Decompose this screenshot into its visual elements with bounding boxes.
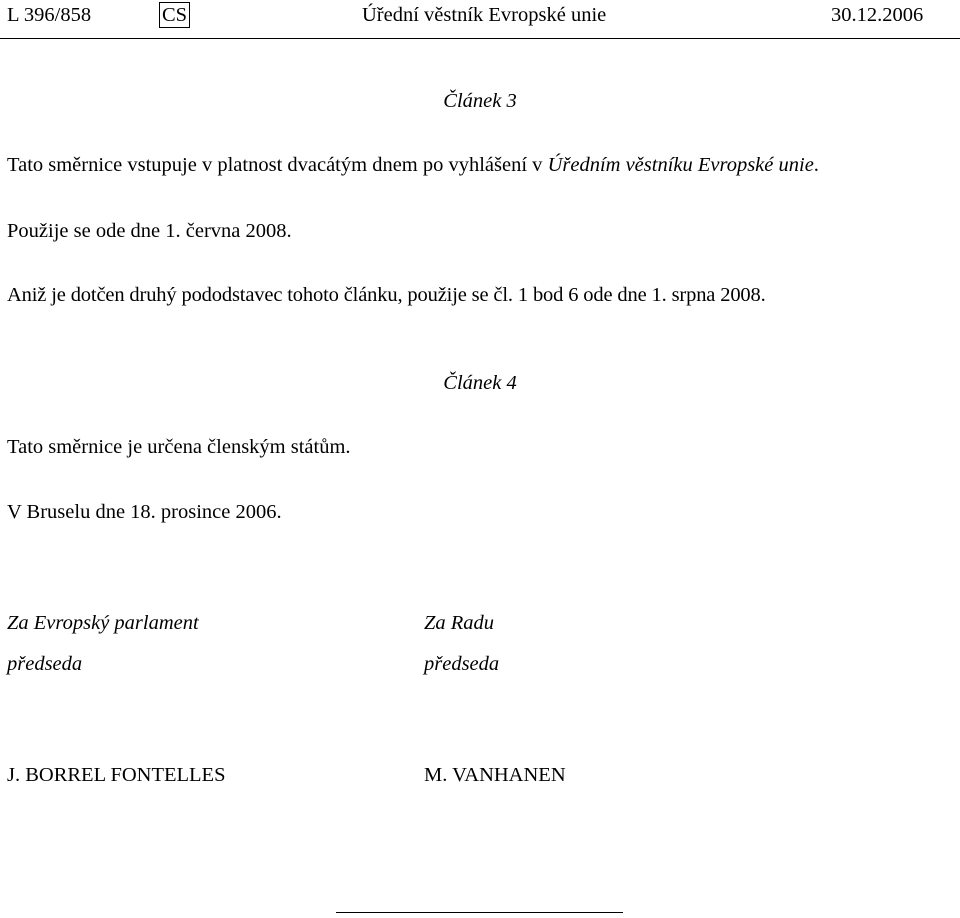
signature-role-parliament: předseda [7, 653, 83, 675]
exception-paragraph: Aniž je dotčen druhý pododstavec tohoto článku, použije se čl. 1 bod 6 ode dne 1. srpna 2008. [7, 284, 766, 306]
entry-into-force-paragraph [7, 155, 819, 176]
page-header [0, 0, 960, 40]
header-divider [0, 38, 960, 39]
application-date-paragraph: Použije se ode dne 1. června 2008. [7, 220, 292, 242]
signature-role-council: předseda [424, 653, 500, 675]
article-4-heading: Článek 4 [443, 372, 517, 394]
done-at-paragraph: V Bruselu dne 18. prosince 2006. [7, 501, 282, 523]
signature-institution-council: Za Radu [424, 612, 495, 634]
addressees-paragraph: Tato směrnice je určena členským státům. [7, 436, 351, 458]
article-3-heading: Článek 3 [443, 90, 517, 112]
publication-date: 30.12.2006 [831, 4, 924, 26]
signatory-name-parliament: J. BORREL FONTELLES [7, 764, 226, 786]
journal-title: Úřední věstník Evropské unie [362, 4, 607, 26]
signature-institution-parliament: Za Evropský parlament [7, 612, 199, 634]
entry-into-force-end: . [813, 154, 819, 176]
entry-into-force-text: Tato směrnice vstupuje v platnost dvacátým dnem po vyhlášení v [7, 154, 548, 176]
journal-reference: Úředním věstníku Evropské unie [547, 154, 814, 176]
signatory-name-council: M. VANHANEN [424, 764, 566, 786]
language-badge: CS [159, 2, 190, 28]
footnote-divider [336, 912, 623, 913]
page-reference: L 396/858 [7, 4, 92, 26]
